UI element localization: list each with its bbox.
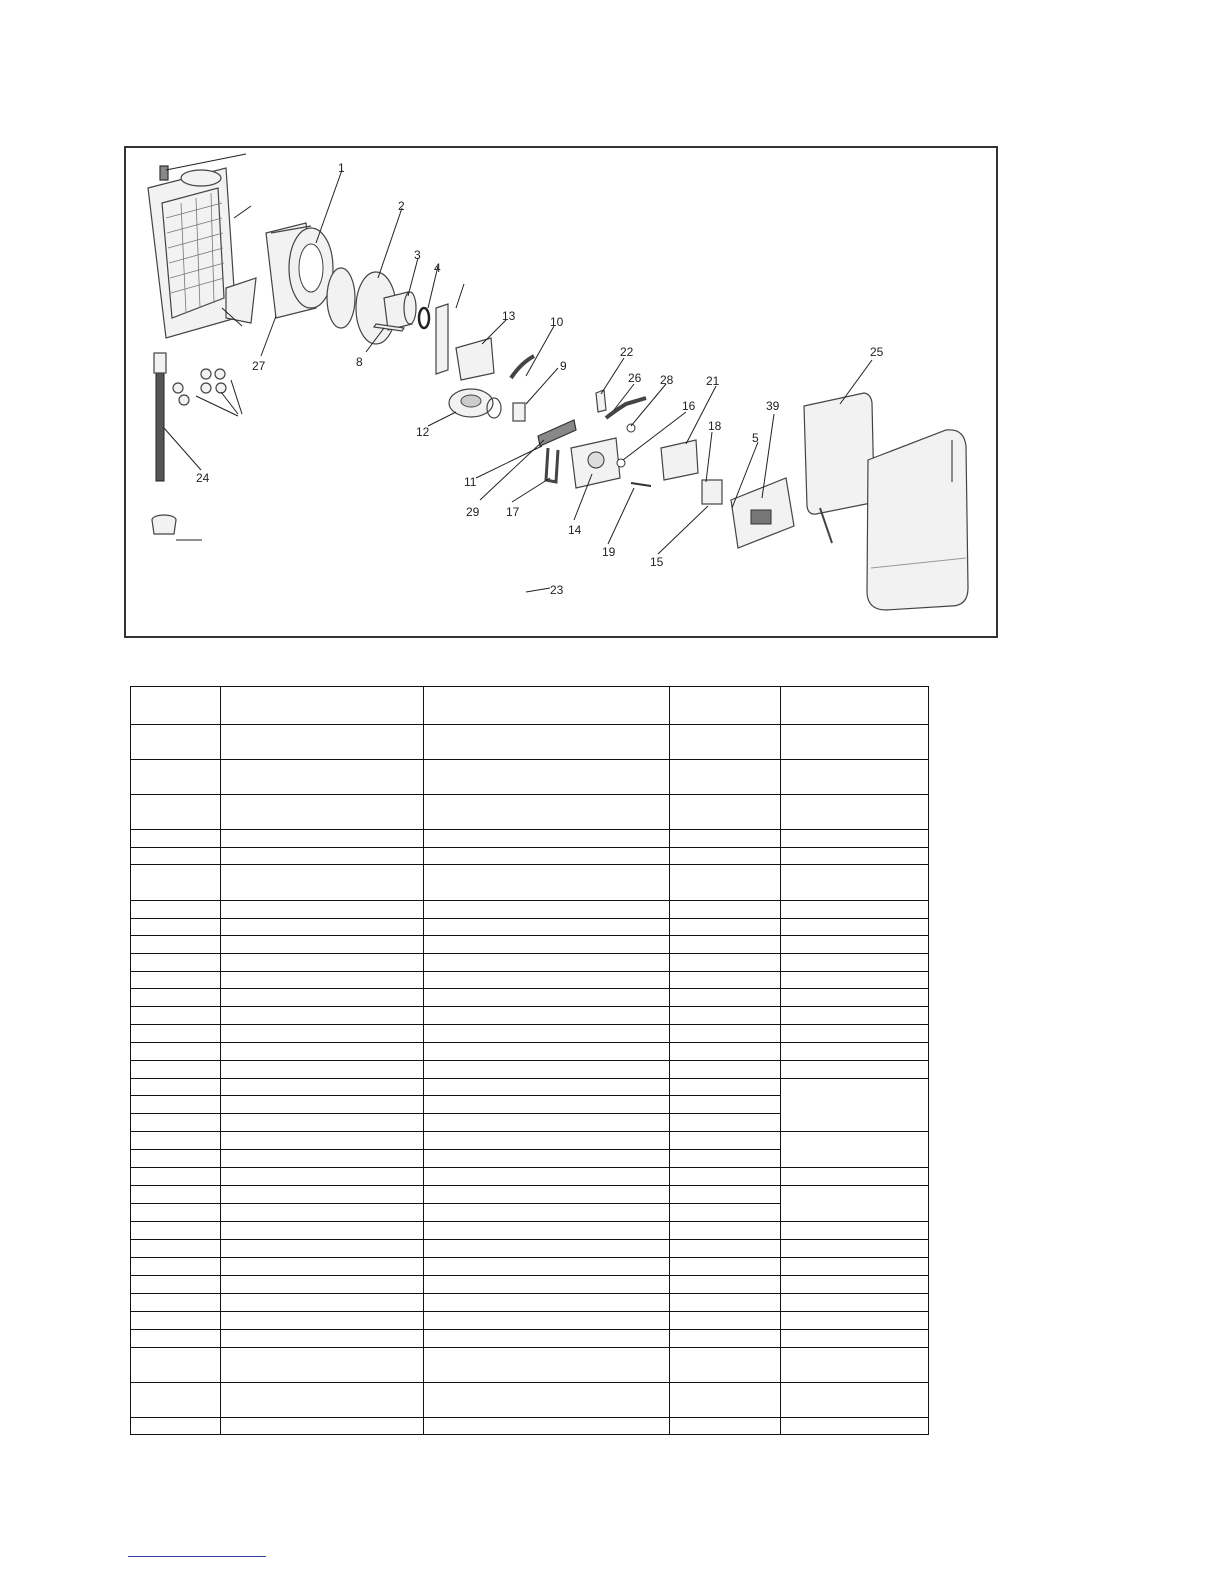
table-row: [131, 1043, 929, 1061]
table-cell: [670, 687, 781, 725]
callout-14: 14: [568, 523, 582, 537]
table-cell: [221, 1258, 424, 1276]
table-cell: [221, 919, 424, 936]
table-cell: [221, 1186, 424, 1204]
table-cell: [221, 1025, 424, 1043]
table-cell: [424, 865, 670, 901]
footer-link-underline: [128, 1556, 266, 1557]
table-cell: [221, 954, 424, 972]
table-row: [131, 919, 929, 936]
table-row: [131, 1222, 929, 1240]
table-cell: [424, 1079, 670, 1096]
table-cell: [131, 1186, 221, 1204]
table-cell: [781, 989, 929, 1007]
table-cell: [131, 1007, 221, 1025]
callout-4: 4: [434, 261, 441, 275]
table-cell: [670, 1258, 781, 1276]
table-cell: [221, 1383, 424, 1418]
table-cell: [781, 1258, 929, 1276]
callout-24: 24: [196, 471, 210, 485]
table-cell: [221, 1168, 424, 1186]
table-cell: [670, 1025, 781, 1043]
table-cell: [781, 972, 929, 989]
table-cell: [781, 1222, 929, 1240]
table-cell: [781, 1132, 929, 1168]
table-cell: [131, 1312, 221, 1330]
table-cell: [781, 1276, 929, 1294]
table-row: [131, 954, 929, 972]
table-cell: [221, 1096, 424, 1114]
table-cell: [670, 1043, 781, 1061]
table-cell: [131, 1025, 221, 1043]
table-cell: [131, 1222, 221, 1240]
table-row: [131, 795, 929, 830]
table-cell: [424, 989, 670, 1007]
fittings-set: [173, 369, 226, 405]
callout-9: 9: [560, 359, 567, 373]
table-cell: [131, 1330, 221, 1348]
table-cell: [131, 1418, 221, 1435]
table-row: [131, 901, 929, 919]
table-cell: [131, 954, 221, 972]
table-row: [131, 1276, 929, 1294]
callout-25: 25: [870, 345, 884, 359]
table-cell: [670, 1330, 781, 1348]
table-cell: [131, 1114, 221, 1132]
table-cell: [424, 830, 670, 848]
table-cell: [781, 830, 929, 848]
table-cell: [781, 1079, 929, 1132]
washer: [617, 459, 625, 467]
table-cell: [670, 1383, 781, 1418]
table-cell: [781, 687, 929, 725]
callout-28: 28: [660, 373, 674, 387]
table-cell: [670, 795, 781, 830]
table-cell: [131, 989, 221, 1007]
table-cell: [131, 901, 221, 919]
table-cell: [781, 848, 929, 865]
table-cell: [221, 989, 424, 1007]
table-cell: [781, 901, 929, 919]
exploded-parts-diagram: [124, 146, 998, 638]
table-cell: [424, 1383, 670, 1418]
table-cell: [131, 687, 221, 725]
table-cell: [781, 954, 929, 972]
table-cell: [221, 1079, 424, 1096]
table-cell: [781, 936, 929, 954]
callout-13: 13: [502, 309, 516, 323]
table-cell: [781, 1418, 929, 1435]
screw: [631, 483, 651, 486]
table-cell: [670, 972, 781, 989]
callout-18: 18: [708, 419, 722, 433]
panel-bracket: [820, 508, 832, 543]
table-cell: [424, 919, 670, 936]
table-cell: [424, 1240, 670, 1258]
table-cell: [781, 725, 929, 760]
callout-29: 29: [466, 505, 480, 519]
table-cell: [670, 830, 781, 848]
table-cell: [221, 936, 424, 954]
callout-10: 10: [550, 315, 564, 329]
table-cell: [670, 901, 781, 919]
table-cell: [131, 1061, 221, 1079]
table-cell: [221, 972, 424, 989]
table-row: [131, 1294, 929, 1312]
callout-5: 5: [752, 431, 759, 445]
table-cell: [781, 1025, 929, 1043]
table-cell: [670, 1007, 781, 1025]
table-row: [131, 936, 929, 954]
table-row: [131, 1312, 929, 1330]
callout-39: 39: [766, 399, 780, 413]
table-cell: [131, 1276, 221, 1294]
table-cell: [781, 919, 929, 936]
table-row: [131, 1383, 929, 1418]
table-cell: [221, 865, 424, 901]
table-cell: [781, 795, 929, 830]
table-cell: [221, 1150, 424, 1168]
insulation-disc: [327, 268, 355, 328]
table-cell: [424, 901, 670, 919]
table-cell: [131, 1096, 221, 1114]
table-cell: [670, 1294, 781, 1312]
callout-26: 26: [628, 371, 642, 385]
table-cell: [424, 936, 670, 954]
table-cell: [781, 1061, 929, 1079]
table-cell: [424, 1168, 670, 1186]
table-cell: [221, 1276, 424, 1294]
table-row: [131, 830, 929, 848]
table-cell: [424, 1258, 670, 1276]
table-row: [131, 972, 929, 989]
table-cell: [670, 989, 781, 1007]
table-cell: [131, 1043, 221, 1061]
table-cell: [424, 687, 670, 725]
table-row: [131, 1186, 929, 1204]
callout-2: 2: [398, 199, 405, 213]
table-cell: [781, 1312, 929, 1330]
table-cell: [424, 1312, 670, 1330]
table-cell: [424, 1294, 670, 1312]
table-cell: [781, 865, 929, 901]
table-cell: [131, 1204, 221, 1222]
table-cell: [424, 1114, 670, 1132]
callout-3: 3: [414, 248, 421, 262]
table-cell: [670, 1061, 781, 1079]
callout-27: 27: [252, 359, 266, 373]
outer-casing: [867, 430, 968, 610]
table-cell: [221, 830, 424, 848]
table-row: [131, 1240, 929, 1258]
table-cell: [424, 1222, 670, 1240]
table-cell: [131, 1150, 221, 1168]
table-cell: [424, 1025, 670, 1043]
table-cell: [131, 919, 221, 936]
table-cell: [221, 1330, 424, 1348]
table-cell: [424, 1132, 670, 1150]
table-cell: [670, 865, 781, 901]
mounting-plate: [436, 304, 448, 374]
table-cell: [424, 954, 670, 972]
table-cell: [131, 972, 221, 989]
table-row: [131, 725, 929, 760]
table-cell: [670, 1096, 781, 1114]
table-cell: [670, 1114, 781, 1132]
table-row: [131, 687, 929, 725]
table-cell: [131, 795, 221, 830]
table-cell: [670, 1348, 781, 1383]
table-row: [131, 1168, 929, 1186]
table-cell: [781, 1294, 929, 1312]
hydraulic-block: [571, 438, 620, 488]
table-row: [131, 1330, 929, 1348]
o-ring-gasket: [419, 308, 429, 328]
gas-valve: [661, 440, 698, 480]
front-panel: [804, 393, 874, 514]
table-cell: [221, 1222, 424, 1240]
table-cell: [221, 1418, 424, 1435]
table-cell: [670, 1204, 781, 1222]
table-cell: [424, 1204, 670, 1222]
table-row: [131, 865, 929, 901]
table-cell: [670, 760, 781, 795]
callout-15: 15: [650, 555, 664, 569]
table-cell: [670, 919, 781, 936]
table-cell: [131, 760, 221, 795]
table-cell: [131, 848, 221, 865]
table-cell: [670, 725, 781, 760]
table-cell: [131, 1348, 221, 1383]
table-cell: [781, 1330, 929, 1348]
callout-1: 1: [338, 161, 345, 175]
table-cell: [670, 1418, 781, 1435]
table-cell: [670, 1168, 781, 1186]
pump-motor: [702, 480, 722, 504]
table-cell: [670, 954, 781, 972]
callout-12: 12: [416, 425, 430, 439]
table-cell: [670, 1150, 781, 1168]
table-cell: [670, 848, 781, 865]
table-cell: [221, 1007, 424, 1025]
table-cell: [221, 848, 424, 865]
table-cell: [131, 1240, 221, 1258]
table-cell: [781, 760, 929, 795]
table-cell: [221, 1312, 424, 1330]
table-cell: [221, 1294, 424, 1312]
table-row: [131, 1007, 929, 1025]
table-cell: [424, 760, 670, 795]
clip: [627, 424, 635, 432]
table-cell: [424, 848, 670, 865]
table-cell: [781, 1007, 929, 1025]
table-cell: [221, 725, 424, 760]
table-cell: [781, 1043, 929, 1061]
flow-sensor: [513, 403, 525, 421]
table-cell: [131, 725, 221, 760]
table-cell: [670, 1079, 781, 1096]
table-cell: [221, 1132, 424, 1150]
table-cell: [781, 1186, 929, 1222]
table-cell: [424, 1150, 670, 1168]
table-cell: [670, 1312, 781, 1330]
callout-19: 19: [602, 545, 616, 559]
heat-exchanger: [266, 223, 333, 318]
diagram-drawing: [126, 148, 996, 636]
table-row: [131, 1418, 929, 1435]
table-cell: [131, 1132, 221, 1150]
table-row: [131, 989, 929, 1007]
table-cell: [424, 1007, 670, 1025]
burner-tube: [384, 292, 416, 330]
table-cell: [670, 1222, 781, 1240]
table-row: [131, 760, 929, 795]
table-cell: [424, 1276, 670, 1294]
table-cell: [131, 830, 221, 848]
parts-list-table: [130, 686, 929, 1435]
table-cell: [424, 1061, 670, 1079]
table-cell: [670, 1186, 781, 1204]
table-cell: [131, 1168, 221, 1186]
table-cell: [670, 936, 781, 954]
table-cell: [670, 1132, 781, 1150]
table-cell: [781, 1240, 929, 1258]
table-cell: [221, 1348, 424, 1383]
table-cell: [424, 795, 670, 830]
connecting-pipe: [546, 448, 558, 482]
table-row: [131, 848, 929, 865]
table-cell: [221, 1061, 424, 1079]
table-row: [131, 1348, 929, 1383]
adapter-cup: [152, 515, 176, 534]
table-cell: [221, 760, 424, 795]
callout-22: 22: [620, 345, 634, 359]
callout-21: 21: [706, 374, 720, 388]
table-cell: [424, 1186, 670, 1204]
table-cell: [131, 936, 221, 954]
table-cell: [781, 1383, 929, 1418]
callout-23: 23: [550, 583, 564, 597]
table-cell: [221, 901, 424, 919]
table-cell: [131, 1079, 221, 1096]
callout-16: 16: [682, 399, 696, 413]
table-cell: [781, 1168, 929, 1186]
plate-heat-exchanger: [538, 420, 576, 446]
table-cell: [424, 1043, 670, 1061]
table-cell: [424, 1418, 670, 1435]
callout-17: 17: [506, 505, 520, 519]
callout-11: 11: [464, 475, 477, 489]
table-cell: [131, 865, 221, 901]
table-row: [131, 1132, 929, 1150]
table-cell: [424, 1348, 670, 1383]
table-cell: [670, 1276, 781, 1294]
table-row: [131, 1025, 929, 1043]
table-cell: [670, 1240, 781, 1258]
table-cell: [131, 1294, 221, 1312]
table-cell: [221, 1043, 424, 1061]
table-row: [131, 1061, 929, 1079]
table-cell: [221, 1204, 424, 1222]
table-row: [131, 1079, 929, 1096]
boiler-back-frame: [148, 166, 256, 338]
table-cell: [221, 795, 424, 830]
table-cell: [221, 687, 424, 725]
parts-table-body: [131, 687, 929, 1435]
callout-8: 8: [356, 355, 363, 369]
table-cell: [221, 1114, 424, 1132]
control-box: [731, 478, 794, 548]
table-cell: [424, 1096, 670, 1114]
table-cell: [131, 1258, 221, 1276]
table-cell: [424, 725, 670, 760]
table-row: [131, 1258, 929, 1276]
table-cell: [424, 1330, 670, 1348]
table-cell: [424, 972, 670, 989]
table-cell: [781, 1348, 929, 1383]
table-cell: [131, 1383, 221, 1418]
table-cell: [221, 1240, 424, 1258]
